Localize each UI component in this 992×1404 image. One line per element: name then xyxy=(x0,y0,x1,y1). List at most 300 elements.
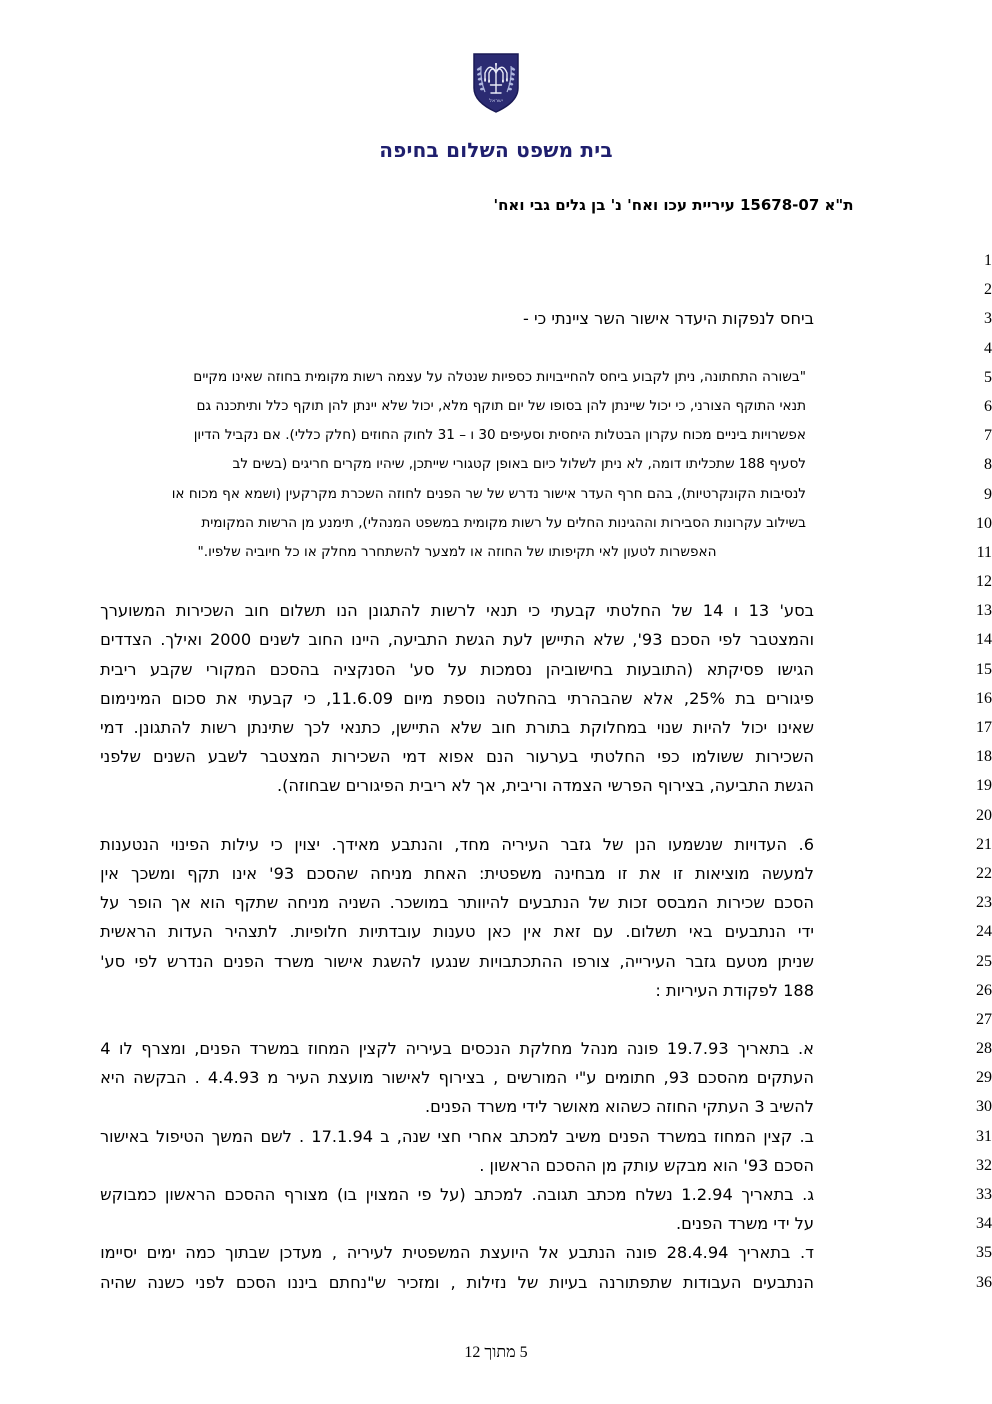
word: הסכם xyxy=(773,893,814,913)
word: בהחלטה xyxy=(495,688,557,708)
word: חצי xyxy=(437,1126,462,1146)
word: בעיות xyxy=(549,1272,588,1292)
text-line xyxy=(100,947,814,976)
word: המינימום xyxy=(100,688,162,708)
text-line xyxy=(100,830,814,859)
word: ומזכיר xyxy=(397,1272,440,1292)
word: לקצין xyxy=(358,1039,397,1059)
word: את xyxy=(639,863,662,883)
word: כמבוקש xyxy=(100,1185,157,1204)
word: 13 xyxy=(748,601,770,621)
line-number: 32 xyxy=(976,1156,992,1174)
word: הנו xyxy=(336,601,358,621)
word: נוספת xyxy=(443,688,486,708)
text-line xyxy=(100,859,814,888)
word: שבתוך xyxy=(225,1243,270,1263)
word: תשלום xyxy=(279,601,326,621)
court-title: בית משפט השלום בחיפה xyxy=(379,138,613,162)
word: הנתבעים xyxy=(724,922,787,942)
word: כתנאי xyxy=(340,718,381,737)
word: היינו xyxy=(351,630,380,650)
word: שנשמעו xyxy=(667,834,723,854)
word: מצורף xyxy=(283,1185,329,1204)
line-number: 24 xyxy=(976,923,992,941)
word: הטיפול xyxy=(156,1126,205,1146)
word: הנטענות xyxy=(100,834,160,854)
word: ידי xyxy=(797,922,814,942)
line-number: 30 xyxy=(976,1098,992,1116)
word: להשגת xyxy=(372,951,422,971)
word: הנם xyxy=(486,747,514,767)
word: לתצהיר xyxy=(224,922,278,942)
blank-line xyxy=(100,334,814,363)
word: פי xyxy=(417,1185,432,1204)
line-number: 1 xyxy=(984,252,992,269)
word: העדות xyxy=(168,922,213,942)
word: הופר xyxy=(128,893,163,913)
word: עילות xyxy=(221,834,260,854)
blank-line xyxy=(100,275,814,304)
word: . xyxy=(194,1068,200,1088)
word: העיר xyxy=(286,1068,320,1088)
word: בעיריה xyxy=(405,1039,452,1059)
word: אך xyxy=(171,893,191,913)
word: על xyxy=(447,659,468,679)
word: שנה, xyxy=(396,1126,431,1146)
word: 1.2.94 xyxy=(681,1185,733,1204)
blank-line xyxy=(100,801,814,830)
word: 19.7.93 xyxy=(666,1039,729,1059)
word: לשנים xyxy=(259,630,301,650)
word: יסיימו xyxy=(100,1243,137,1263)
word: ג. xyxy=(802,1185,814,1204)
word: אפוא xyxy=(438,747,475,767)
word: מ xyxy=(267,1068,279,1088)
word: , xyxy=(331,1243,338,1263)
word: התיישן xyxy=(540,630,586,650)
word: 4 xyxy=(100,1039,111,1059)
text-line: "בשורה התחתונה, ניתן לקבוע ביחס להחייבויות כספיות שנטלה על עצמה רשות מקומית בחוזה שאינו מקיים xyxy=(193,368,806,385)
word: היועצת xyxy=(480,1243,530,1263)
text-line xyxy=(100,888,814,917)
word: לפני xyxy=(195,1272,225,1292)
text-line: תנאי התוקף הצורני, כי יכול שיינתן להן בסופו של יום תוקף מלא, יכול שלא יינתן להן תוקף כלל ותיתכנה גם xyxy=(196,397,806,414)
word: התביעה, xyxy=(387,630,448,650)
word: שתינתן xyxy=(246,718,294,737)
text-line: לסעיף 188 שתכליתו דומה, לא ניתן לשלול כיום באופן קטגורי שייתכן, שיהיו מקרים חריגים (בשים לב xyxy=(232,456,806,473)
line-number: 11 xyxy=(976,543,992,561)
line-number: 35 xyxy=(976,1244,992,1262)
text-line: הסכם 93' הוא מבקש עותק מן ההסכם הראשון . xyxy=(479,1155,814,1175)
word: בצירוף xyxy=(438,1068,486,1088)
word: המשך xyxy=(211,1126,254,1146)
line-number: 18 xyxy=(976,748,992,766)
word: ימים xyxy=(146,1243,176,1263)
line-number: 36 xyxy=(976,1273,992,1291)
word: להיוותר xyxy=(457,893,510,913)
word: גזבר xyxy=(560,834,592,854)
line-number: 7 xyxy=(984,427,992,445)
case-caption: ת"א 15678-07 עיריית עכו ואח' נ' בן גלים גבי ואח' xyxy=(493,196,854,214)
word: סע' xyxy=(409,659,435,679)
word: תשלום. xyxy=(625,922,677,942)
word: בתאריך xyxy=(737,1039,790,1059)
word: הסנקציה xyxy=(332,659,396,679)
word: זו xyxy=(673,863,684,883)
word: בתאריך xyxy=(738,1243,791,1263)
emblem-container xyxy=(0,44,992,122)
word: המחוז xyxy=(307,1039,351,1059)
word: ביננו xyxy=(287,1272,318,1292)
text-line xyxy=(100,684,814,713)
word: שהיה xyxy=(100,1272,137,1292)
line-number: 28 xyxy=(976,1040,992,1058)
line-number: 12 xyxy=(976,573,992,591)
word: משפטית: xyxy=(479,863,542,883)
line-number: 3 xyxy=(984,310,992,328)
word: מטעם xyxy=(725,951,768,971)
word: העיריה xyxy=(501,834,549,854)
line-number-column xyxy=(914,246,992,1297)
word: בערעור xyxy=(525,747,579,767)
word: קצין xyxy=(763,1126,793,1146)
word: 2000 xyxy=(209,630,252,650)
text-line: הגשת התביעה, בצירוף הפרשי הצמדה וריבית, אך לא ריבית הפיגורים שבחוזה). xyxy=(276,776,814,796)
text-line: האפשרות לטעון לאי תקיפותו של החוזה או למצער להשתחרר מחלק או כל חיוביה שלפיו." xyxy=(197,543,717,560)
word: תגובה. xyxy=(531,1185,579,1204)
text-line: על ידי משרד הפנים. xyxy=(676,1214,814,1234)
line-number: 27 xyxy=(976,1010,992,1028)
word: הנכסים xyxy=(460,1039,511,1059)
blank-line xyxy=(100,567,814,596)
word: למכתב xyxy=(509,1126,559,1146)
line-number: 33 xyxy=(976,1186,992,1203)
word: במשרד xyxy=(656,1126,707,1146)
word: העירייה, xyxy=(619,951,676,971)
word: לפי xyxy=(718,630,742,650)
word: אינו xyxy=(231,863,258,883)
word: 93' xyxy=(269,863,295,883)
word: הצדדים xyxy=(100,630,153,650)
word: מבחינה xyxy=(553,863,606,883)
word: ריבית xyxy=(100,659,137,679)
word: כאן xyxy=(487,922,512,942)
text-line xyxy=(100,1034,814,1063)
word: טענות xyxy=(433,922,476,942)
word: ומשכך xyxy=(131,863,176,883)
word: כי xyxy=(303,688,316,708)
word: 25%, xyxy=(683,688,726,708)
israel-state-emblem-icon xyxy=(472,52,520,114)
word: למעשה xyxy=(761,863,814,883)
text-line: בשילוב עקרונות הסבירות וההגינות החלים על רשות מקומית במשפט המנהלי), תימנע מן הרשות המקומית xyxy=(201,514,806,531)
word: 14 xyxy=(702,601,724,621)
word: השכירות xyxy=(755,747,814,767)
svg-text:ישראל: ישראל xyxy=(489,98,503,104)
word: על xyxy=(100,893,120,913)
word: 17.1.94 xyxy=(311,1126,374,1146)
word: תקף xyxy=(187,863,220,883)
word: המבסס xyxy=(656,893,709,913)
word: הראשון xyxy=(165,1185,216,1204)
word: הפנים, xyxy=(194,1039,241,1059)
text-line xyxy=(100,625,814,654)
word: המורשים xyxy=(506,1068,568,1088)
line-number: 31 xyxy=(976,1127,992,1145)
word: פונה xyxy=(626,1039,659,1059)
text-line xyxy=(100,1063,814,1092)
word: באי xyxy=(688,922,713,942)
word: נזילות xyxy=(466,1272,507,1292)
word: העדויות xyxy=(734,834,788,854)
word: תנאי xyxy=(486,601,518,621)
word: , xyxy=(450,1272,456,1292)
line-number: 15 xyxy=(976,660,992,678)
word: והנתבע xyxy=(391,834,443,854)
text-line xyxy=(100,1122,814,1151)
word: כשנה xyxy=(147,1272,185,1292)
word: מוציאות xyxy=(695,863,750,883)
word: מחד, xyxy=(454,834,490,854)
word: קבעתי xyxy=(248,688,294,708)
text-line: לנסיבות הקונקרטיות), בהם חרף העדר אישור נדרש של שר הפנים לחוזה השכרת מקרקעין (ושמא אף מכוח או xyxy=(171,485,806,502)
text-line xyxy=(100,917,814,946)
word: הנתבעים xyxy=(752,1272,814,1292)
word: המחוז xyxy=(713,1126,757,1146)
word: השכירות xyxy=(332,747,391,767)
word: ההתכתבויות xyxy=(479,951,563,971)
word: , xyxy=(493,1068,499,1088)
word: לרשות xyxy=(430,601,476,621)
word: סע' xyxy=(100,951,126,971)
word: הסכם xyxy=(235,1272,277,1292)
word: אישור xyxy=(323,951,364,971)
text-line: 188 לפקודת העיריות : xyxy=(655,980,814,1000)
word: צורפו xyxy=(572,951,610,971)
word: אחרי xyxy=(468,1126,503,1146)
word: העבודות xyxy=(683,1272,742,1292)
line-number: 13 xyxy=(976,602,992,620)
word: הראשית xyxy=(100,922,157,942)
line-number: 25 xyxy=(976,952,992,970)
word: הפנים xyxy=(222,951,265,971)
word: הגשת xyxy=(455,630,496,650)
word: שכירות xyxy=(716,893,765,913)
word: הנן xyxy=(634,834,657,854)
word: דמי xyxy=(100,718,124,737)
word: המשפטית xyxy=(402,1243,471,1263)
word: לפי xyxy=(134,951,158,971)
word: המקורי xyxy=(205,659,257,679)
line-number: 17 xyxy=(976,719,992,736)
word: 11.6.09, xyxy=(326,688,394,708)
text-line xyxy=(100,1268,814,1297)
word: . xyxy=(299,1126,305,1146)
word: 6. xyxy=(798,834,814,854)
word: ו xyxy=(733,601,739,621)
word: משיב xyxy=(565,1126,602,1146)
word: שלפני xyxy=(100,747,141,767)
word: דמי xyxy=(402,747,427,767)
line-number: 4 xyxy=(984,339,992,357)
word: הפינוי xyxy=(170,834,210,854)
word: פיגורים xyxy=(765,688,814,708)
word: מניחה xyxy=(286,893,330,913)
word: להתגונן xyxy=(368,601,421,621)
word: שנגעו xyxy=(430,951,470,971)
word: השכירות xyxy=(175,601,235,621)
word: גזבר xyxy=(685,951,717,971)
word: את xyxy=(216,688,238,708)
word: מהסכם xyxy=(697,1068,749,1088)
word: להתגונן. xyxy=(133,718,192,737)
word: נסמכות xyxy=(480,659,533,679)
word: 93', xyxy=(632,630,663,650)
word: המשוערך xyxy=(100,601,166,621)
line-number: 9 xyxy=(984,485,992,503)
word: אל xyxy=(538,1243,559,1263)
word: החלטתי xyxy=(590,747,646,767)
word: לעת xyxy=(502,630,533,650)
word: ומצרף xyxy=(141,1039,186,1059)
word: (על xyxy=(440,1185,466,1204)
word: עם xyxy=(592,922,614,942)
line-number: 5 xyxy=(984,368,992,386)
word: שתפתורנה xyxy=(598,1272,672,1292)
word: ששולמו xyxy=(691,747,744,767)
word: מניחה xyxy=(370,863,413,883)
word: השנים xyxy=(152,747,196,767)
word: במושכר. xyxy=(389,893,449,913)
word: שקבע xyxy=(150,659,193,679)
word: הוא xyxy=(199,893,226,913)
word: בסע' xyxy=(779,601,814,621)
word: חתומים xyxy=(604,1068,656,1088)
word: בתאריך xyxy=(741,1185,794,1204)
word: למכתב xyxy=(474,1185,523,1204)
line-number: 26 xyxy=(976,981,992,999)
word: המצטבר xyxy=(260,747,321,767)
word: מאידך. xyxy=(331,834,380,854)
word: משרד xyxy=(273,951,315,971)
word: יצוין xyxy=(294,834,321,854)
word: במשרד xyxy=(249,1039,300,1059)
word: במחלוקת xyxy=(580,718,647,737)
word: בו) xyxy=(336,1185,358,1204)
word: אין xyxy=(522,922,542,942)
word: האחת xyxy=(424,863,467,883)
word: הנתבעים xyxy=(518,893,580,913)
text-line xyxy=(100,596,814,625)
word: בחישוביהן xyxy=(545,659,614,679)
line-number: 16 xyxy=(976,689,992,707)
line-number: 23 xyxy=(976,894,992,912)
word: אין xyxy=(100,863,120,883)
word: ב. xyxy=(799,1126,814,1146)
word: 4.4.93 xyxy=(207,1068,260,1088)
word: (התובעות xyxy=(626,659,694,679)
word: ואילך. xyxy=(160,630,203,650)
word: א. xyxy=(798,1039,814,1059)
word: פונה xyxy=(625,1243,657,1263)
word: הנתבע xyxy=(568,1243,616,1263)
word: המצוין xyxy=(365,1185,410,1204)
word: של xyxy=(517,1272,539,1292)
line-number: 2 xyxy=(984,281,992,299)
word: כפי xyxy=(657,747,680,767)
word: חוב xyxy=(491,718,516,737)
word: כי xyxy=(270,834,283,854)
text-line xyxy=(100,713,814,742)
word: שהבהרתי xyxy=(567,688,633,708)
word: החלטתי xyxy=(606,601,662,621)
line-number: 34 xyxy=(976,1215,992,1233)
word: של xyxy=(671,601,693,621)
word: הנדרש xyxy=(167,951,214,971)
word: בהסכם xyxy=(269,659,320,679)
word: הפנים xyxy=(608,1126,650,1146)
text-line xyxy=(100,1238,814,1267)
word: 93, xyxy=(663,1068,690,1088)
word: השניה xyxy=(338,893,381,913)
word: מיום xyxy=(403,688,434,708)
word: שלא xyxy=(450,718,482,737)
line-number: 19 xyxy=(976,777,992,795)
word: לשבע xyxy=(207,747,249,767)
word: באישור xyxy=(100,1126,149,1146)
word: מועצת xyxy=(327,1068,374,1088)
line-number: 21 xyxy=(976,835,992,853)
word: בתורת xyxy=(526,718,571,737)
word: חלופיות. xyxy=(289,922,348,942)
text-line xyxy=(100,655,814,684)
word: ב xyxy=(380,1126,390,1146)
line-number: 20 xyxy=(976,806,992,824)
word: סכום xyxy=(171,688,206,708)
word: החוב xyxy=(308,630,344,650)
word: התיישן, xyxy=(390,718,441,737)
blank-line xyxy=(100,246,814,275)
word: של xyxy=(588,893,610,913)
word: ע"י xyxy=(575,1068,597,1088)
blank-line xyxy=(100,1005,814,1034)
word: זכות xyxy=(618,893,648,913)
word: מעדכן xyxy=(279,1243,323,1263)
page-footer: 5 מתוך 12 xyxy=(464,1344,528,1361)
text-line xyxy=(100,1180,814,1209)
word: להיות xyxy=(692,718,732,737)
word: 28.4.94 xyxy=(666,1243,729,1263)
word: ד. xyxy=(800,1243,814,1263)
word: בת xyxy=(735,688,756,708)
word: שלא xyxy=(592,630,625,650)
word: פסיקתא xyxy=(706,659,764,679)
word: זו xyxy=(617,863,628,883)
text-line xyxy=(100,742,814,771)
text-column xyxy=(0,246,914,1297)
word: עובדתיות xyxy=(359,922,422,942)
text-line: ביחס לנפקות היעדר אישור השר ציינתי כי - xyxy=(523,309,814,329)
word: היא xyxy=(100,1068,126,1088)
word: שתקף xyxy=(234,893,279,913)
word: מכתב xyxy=(586,1185,627,1204)
word: ש"נחתם xyxy=(328,1272,387,1292)
word: לעיריה xyxy=(346,1243,393,1263)
document-header xyxy=(0,0,992,162)
word: שנוי xyxy=(656,718,683,737)
word: מחלקת xyxy=(519,1039,573,1059)
line-number: 6 xyxy=(984,397,992,415)
